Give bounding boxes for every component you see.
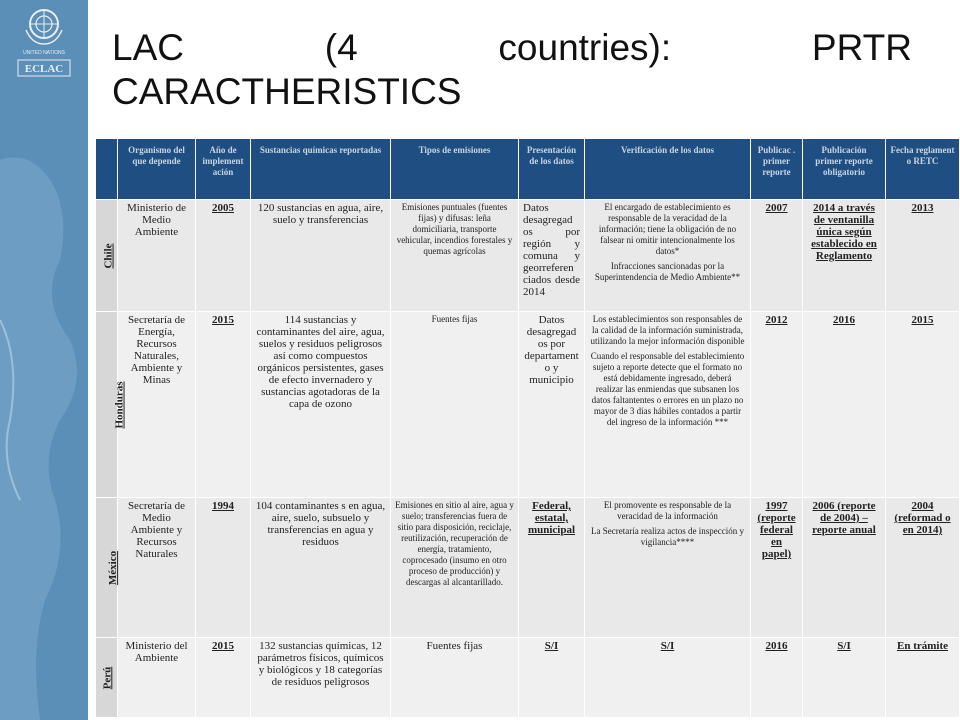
- organismo-cell: Ministerio de Medio Ambiente: [118, 200, 196, 312]
- header-cell: Tipos de emisiones: [391, 139, 519, 200]
- obligatorio-cell: 2006 (reporte de 2004) – reporte anual: [803, 498, 886, 638]
- obligatorio-cell: S/I: [803, 638, 886, 718]
- logo-org2: ECLAC: [24, 63, 64, 75]
- verificacion-cell: Los establecimientos son responsables de la calidad de la información suministrada, utilizando la mejor información disponible Cuando el responsable del establecimiento sujeto a reporte detecte que el formato no está debidamente ingresado, deberá realizar las enmiendas que subsanen los datos faltantentes o errores en un plazo no mayor de 3 días hábiles contados a partir del ingreso de la información ***: [585, 312, 751, 498]
- primer-reporte-cell: 1997 (reporte federal en papel): [751, 498, 803, 638]
- country-cell: Perú: [96, 638, 118, 718]
- verificacion-cell: El encargado de establecimiento es responsable de la veracidad de la información; tiene la obligación de no falsear ni omitir intencionalmente los datos* Infracciones sancionadas por la Superintendencia de Medio Ambiente**: [585, 200, 751, 312]
- title-word: countries):: [498, 27, 672, 68]
- fecha-cell: 2004 (reformad o en 2014): [886, 498, 960, 638]
- organismo-cell: Ministerio del Ambiente: [118, 638, 196, 718]
- header-cell: Fecha reglament o RETC: [886, 139, 960, 200]
- fecha-cell: 2013: [886, 200, 960, 312]
- country-cell: Honduras: [96, 312, 118, 498]
- sustancias-cell: 104 contaminantes s en agua, aire, suelo, subsuelo y transferencias en agua y residuos: [251, 498, 391, 638]
- anio-cell: 2005: [196, 200, 251, 312]
- logo-org1: UNITED NATIONS: [23, 50, 65, 56]
- title-word: PRTR: [811, 27, 912, 68]
- header-cell: [96, 139, 118, 200]
- emisiones-cell: Fuentes fijas: [391, 312, 519, 498]
- organismo-cell: Secretaría de Energía, Recursos Naturales, Ambiente y Minas: [118, 312, 196, 498]
- header-cell: Presentación de los datos: [519, 139, 585, 200]
- presentacion-cell: Datos desagregad os por región y comuna y georreferen ciados desde 2014: [519, 200, 585, 312]
- anio-cell: 1994: [196, 498, 251, 638]
- header-cell: Sustancias químicas reportadas: [251, 139, 391, 200]
- un-emblem-icon: [10, 4, 78, 84]
- title-line2: CARACTHERISTICS: [112, 71, 462, 112]
- country-cell: Chile: [96, 200, 118, 312]
- emisiones-cell: Emisiones en sitio al aire, agua y suelo; transferencias fuera de sitio para disposición, reciclaje, reutilización, recuperación de energía, tratamiento, coprocesado (insumo en otro proceso de producción) y descargas al alcantarillado.: [391, 498, 519, 638]
- table-row: [96, 200, 960, 312]
- primer-reporte-cell: 2016: [751, 638, 803, 718]
- presentacion-cell: S/I: [519, 638, 585, 718]
- obligatorio-cell: 2014 a través de ventanilla única según establecido en Reglamento: [803, 200, 886, 312]
- header-cell: Publicac . primer reporte: [751, 139, 803, 200]
- presentacion-cell: Datos desagregad os por departament o y municipio: [519, 312, 585, 498]
- header-cell: Verificación de los datos: [585, 139, 751, 200]
- obligatorio-cell: 2016: [803, 312, 886, 498]
- sidebar-band: [0, 0, 88, 720]
- sustancias-cell: 132 sustancias químicas, 12 parámetros físicos, químicos y biológicos y 18 categorías de residuos peligrosos: [251, 638, 391, 718]
- map-background-icon: [0, 120, 88, 720]
- sustancias-cell: 114 sustancias y contaminantes del aire, agua, suelos y residuos peligrosos así como compuestos orgánicos persistentes, gases de efecto invernadero y sustancias agotadoras de la capa de ozono: [251, 312, 391, 498]
- prtr-table: [95, 138, 959, 720]
- header-row: [96, 139, 960, 200]
- verificacion-cell: S/I: [585, 638, 751, 718]
- organismo-cell: Secretaría de Medio Ambiente y Recursos Naturales: [118, 498, 196, 638]
- title-word: (4: [324, 27, 358, 68]
- table-row: [96, 312, 960, 498]
- header-cell: Año de implement ación: [196, 139, 251, 200]
- primer-reporte-cell: 2012: [751, 312, 803, 498]
- presentacion-cell: Federal, estatal, municipal: [519, 498, 585, 638]
- primer-reporte-cell: 2007: [751, 200, 803, 312]
- table-row: [96, 498, 960, 638]
- verificacion-cell: El promovente es responsable de la veracidad de la información La Secretaría realiza actos de inspección y vigilancia****: [585, 498, 751, 638]
- header-cell: Organismo del que depende: [118, 139, 196, 200]
- emisiones-cell: Fuentes fijas: [391, 638, 519, 718]
- emisiones-cell: Emisiones puntuales (fuentes fijas) y difusas: leña domiciliaria, transporte vehicular, incendios forestales y quemas agrícolas: [391, 200, 519, 312]
- fecha-cell: En trámite: [886, 638, 960, 718]
- country-cell: México: [96, 498, 118, 638]
- table-row: [96, 638, 960, 718]
- sustancias-cell: 120 sustancias en agua, aire, suelo y transferencias: [251, 200, 391, 312]
- anio-cell: 2015: [196, 312, 251, 498]
- anio-cell: 2015: [196, 638, 251, 718]
- header-cell: Publicación primer reporte obligatorio: [803, 139, 886, 200]
- fecha-cell: 2015: [886, 312, 960, 498]
- title-word: LAC: [112, 27, 184, 68]
- page-title: [112, 26, 912, 114]
